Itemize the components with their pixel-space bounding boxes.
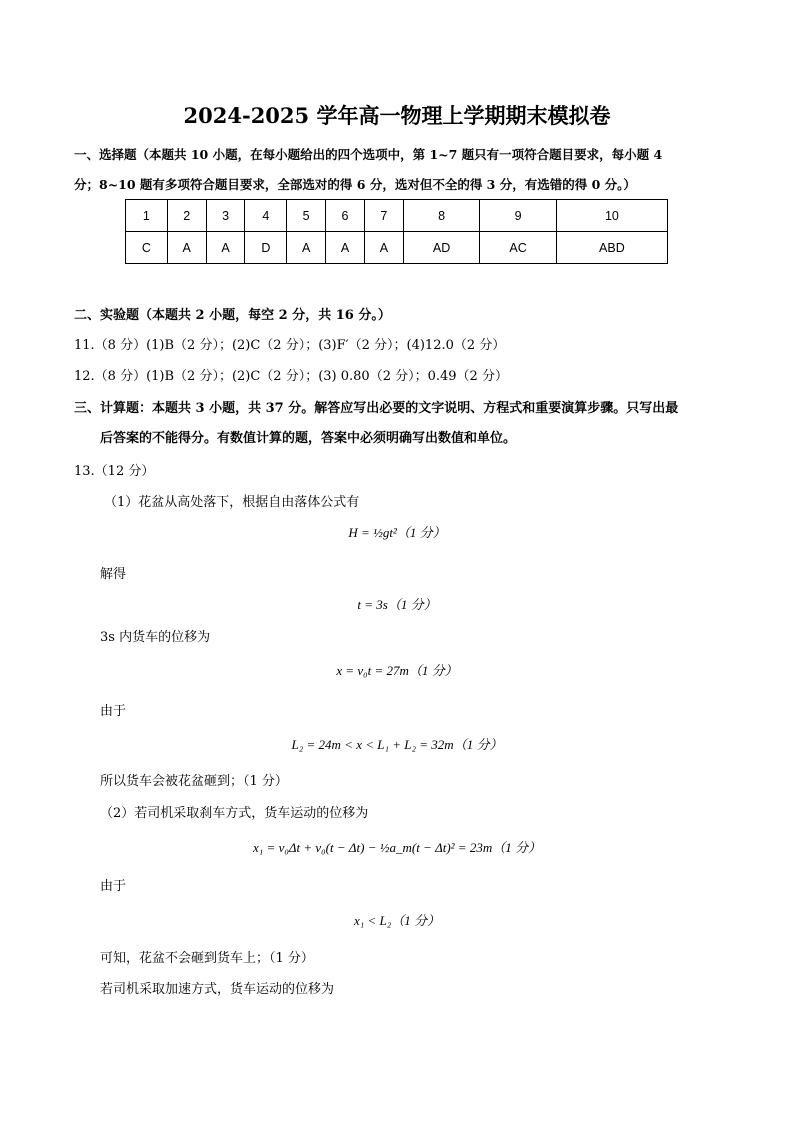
question-number-cell: 10 <box>556 200 667 232</box>
equation-free-fall: H = ½gt²（1 分） <box>348 525 446 540</box>
question-12-answer: 12.（8 分）(1)B（2 分）；(2)C（2 分）；(3) 0.80（2 分）；0.49（2 分） <box>74 369 508 384</box>
equation-inequality-2: x₁ < L₂（1 分） <box>353 913 441 928</box>
question-13-header: 13.（12 分） <box>74 464 155 479</box>
q13-conclusion-1: 所以货车会被花盆砸到；（1 分） <box>100 774 288 789</box>
section1-heading-line1: 一、选择题（本题共 10 小题，在每小题给出的四个选项中，第 1~7 题只有一项符合题目要求，每小题 4 <box>74 147 663 162</box>
section3-heading-line1: 三、计算题：本题共 3 小题，共 37 分。解答应写出必要的文字说明、方程式和重要演算步骤。只写出最 <box>74 401 679 416</box>
equation-inequality-1: L₂ = 24m < x < L₁ + L₂ = 32m（1 分） <box>291 737 503 752</box>
q13-conclusion-2: 可知，花盆不会砸到货车上；（1 分） <box>100 951 314 966</box>
question-number-cell: 4 <box>245 200 287 232</box>
q13-truck-displacement-text: 3s 内货车的位移为 <box>100 630 211 645</box>
question-number-cell: 5 <box>287 200 326 232</box>
section3-heading-line2: 后答案的不能得分。有数值计算的题，答案中必须明确写出数值和单位。 <box>100 431 517 446</box>
answer-table-number-row <box>126 200 668 232</box>
answer-cell: AD <box>403 232 479 264</box>
question-number-cell: 7 <box>364 200 403 232</box>
answer-cell: A <box>326 232 365 264</box>
equation-truck-displacement: x = v₀t = 27m（1 分） <box>336 663 458 678</box>
question-number-cell: 1 <box>126 200 168 232</box>
answer-table <box>125 199 668 264</box>
answer-table-answer-row <box>126 232 668 264</box>
answer-cell: A <box>167 232 206 264</box>
answer-cell: A <box>287 232 326 264</box>
answer-cell: AC <box>480 232 556 264</box>
question-number-cell: 8 <box>403 200 479 232</box>
equation-time: t = 3s（1 分） <box>357 597 437 612</box>
answer-cell: D <box>245 232 287 264</box>
question-number-cell: 3 <box>206 200 245 232</box>
question-number-cell: 6 <box>326 200 365 232</box>
answer-cell: ABD <box>556 232 667 264</box>
section2-heading: 二、实验题（本题共 2 小题，每空 2 分，共 16 分。） <box>74 308 391 323</box>
question-number-cell: 9 <box>480 200 556 232</box>
question-number-cell: 2 <box>167 200 206 232</box>
answer-cell: A <box>364 232 403 264</box>
answer-cell: C <box>126 232 168 264</box>
q13-part1-text: （1）花盆从高处落下，根据自由落体公式有 <box>104 495 360 510</box>
solve-label: 解得 <box>100 567 127 582</box>
since-label-2: 由于 <box>100 879 127 894</box>
question-11-answer: 11.（8 分）(1)B（2 分）；(2)C（2 分）；(3)F′（2 分）；(4)12.0（2 分） <box>74 338 506 353</box>
q13-part2-text: （2）若司机采取刹车方式，货车运动的位移为 <box>100 806 369 821</box>
section1-heading-line2: 分；8~10 题有多项符合题目要求，全部选对的得 6 分，选对但不全的得 3 分，有选错的得 0 分。） <box>74 177 636 192</box>
since-label-1: 由于 <box>100 704 127 719</box>
page-title: 2024-2025 学年高一物理上学期期末模拟卷 <box>183 103 611 128</box>
answer-cell: A <box>206 232 245 264</box>
equation-braking-displacement: x₁ = v₀Δt + v₀(t − Δt) − ½a_m(t − Δt)² = 23m（1 分） <box>253 840 541 855</box>
q13-acceleration-text: 若司机采取加速方式，货车运动的位移为 <box>100 982 335 997</box>
